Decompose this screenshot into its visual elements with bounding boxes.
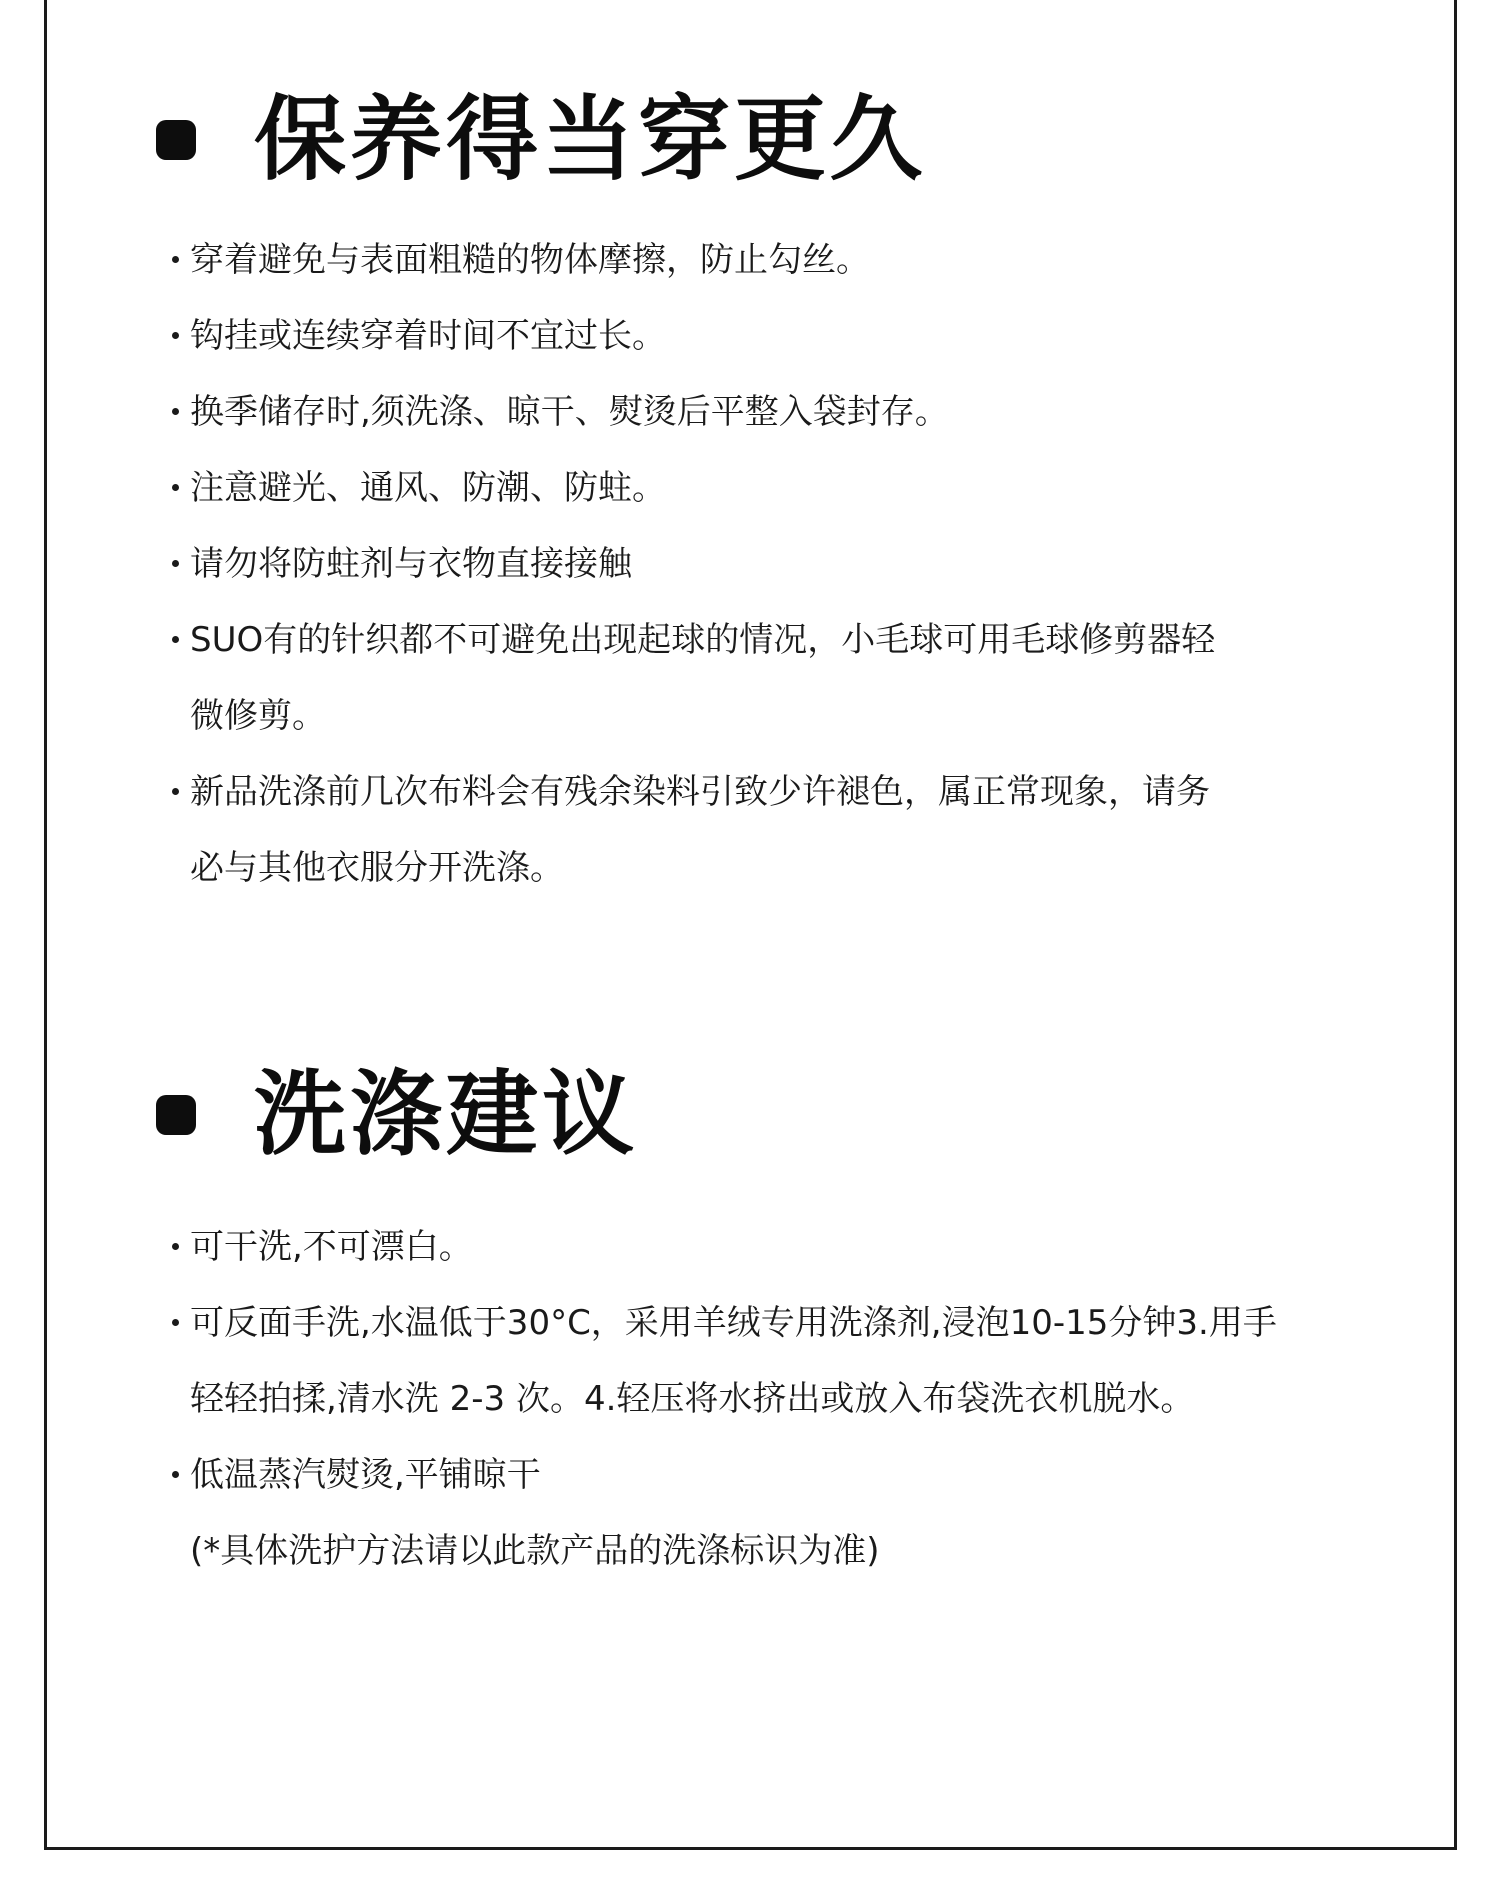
bullet-dot-icon xyxy=(172,788,179,795)
wash-item-text: 可反面手洗,水温低于30°C，采用羊绒专用洗涤剂,浸泡10-15分钟3.用手轻轻拍揉,清水洗 2-3 次。4.轻压将水挤出或放入布袋洗衣机脱水。 xyxy=(190,1303,1277,1419)
wash-item xyxy=(170,1209,1230,1285)
heading-bullet-icon xyxy=(156,120,196,160)
bullet-dot-icon xyxy=(172,1243,179,1250)
wash-section xyxy=(150,1061,1300,1589)
care-item-text: 钩挂或连续穿着时间不宜过长。 xyxy=(190,316,666,356)
care-item xyxy=(170,298,1230,374)
care-item xyxy=(170,450,1230,526)
bullet-dot-icon xyxy=(172,636,179,643)
wash-heading xyxy=(150,1061,1300,1168)
wash-item xyxy=(170,1437,1230,1513)
care-item xyxy=(170,602,1230,754)
bullet-dot-icon xyxy=(172,560,179,567)
care-item-text: 注意避光、通风、防潮、防蛀。 xyxy=(190,468,666,508)
care-item-text: 新品洗涤前几次布料会有残余染料引致少许褪色，属正常现象，请务必与其他衣服分开洗涤。 xyxy=(190,772,1210,888)
care-section xyxy=(150,86,1300,906)
care-item xyxy=(170,754,1230,906)
care-item xyxy=(170,526,1230,602)
wash-list xyxy=(170,1209,1320,1589)
wash-item-text: 可干洗,不可漂白。 xyxy=(190,1227,473,1267)
care-list xyxy=(170,222,1320,906)
bullet-dot-icon xyxy=(172,332,179,339)
wash-item xyxy=(170,1285,1280,1437)
care-item-text: 请勿将防蛀剂与衣物直接接触 xyxy=(190,544,632,584)
heading-bullet-icon xyxy=(156,1095,196,1135)
bullet-dot-icon xyxy=(172,1319,179,1326)
bullet-dot-icon xyxy=(172,484,179,491)
care-heading xyxy=(150,86,1300,193)
bullet-dot-icon xyxy=(172,256,179,263)
bullet-dot-icon xyxy=(172,1471,179,1478)
care-item xyxy=(170,222,1230,298)
bullet-dot-icon xyxy=(172,408,179,415)
care-item-text: SUO有的针织都不可避免出现起球的情况，小毛球可用毛球修剪器轻微修剪。 xyxy=(190,620,1216,736)
care-item-text: 穿着避免与表面粗糙的物体摩擦，防止勾丝。 xyxy=(190,240,870,280)
wash-title: 洗涤建议 xyxy=(254,1061,639,1168)
wash-note xyxy=(170,1513,1230,1589)
wash-item-text: 低温蒸汽熨烫,平铺晾干 xyxy=(190,1455,541,1495)
wash-note-text: (*具体洗护方法请以此款产品的洗涤标识为准) xyxy=(190,1531,880,1571)
care-title: 保养得当穿更久 xyxy=(254,86,927,193)
care-item xyxy=(170,374,1230,450)
care-item-text: 换季储存时,须洗涤、晾干、熨烫后平整入袋封存。 xyxy=(190,392,949,432)
